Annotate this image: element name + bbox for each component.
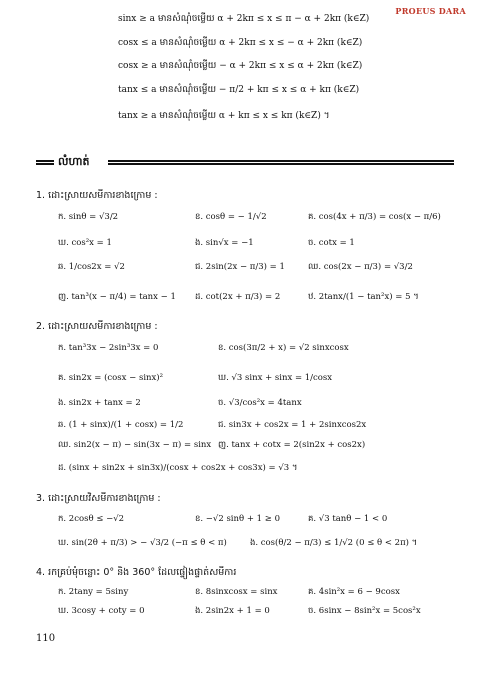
question-1-title: 1. ដោះស្រាយសមីការខាងក្រោម : bbox=[36, 190, 158, 201]
q1-item-f: ច. cotx = 1 bbox=[308, 238, 355, 248]
q2-item-a: ក. tan³3x − 2sin³3x = 0 bbox=[58, 343, 159, 353]
q2-item-f: ច. √3/cos²x = 4tanx bbox=[218, 398, 302, 408]
inequality-cos-ge: cosx ≥ a មានសំណុំចម្លើយ − α + 2kπ ≤ x ≤ α + 2kπ (k∈Z) bbox=[118, 61, 363, 71]
question-4-title: 4. រកគ្រប់មុំចន្លោះ 0° និង 360° ដែលផ្ទៀងផ្ទាត់សមីការ bbox=[36, 567, 237, 578]
section-title: លំហាត់ bbox=[58, 155, 90, 168]
q2-item-i: ឈ. sin2(x − π) − sin(3x − π) = sinx bbox=[58, 440, 212, 450]
exercise-section-header bbox=[36, 156, 454, 170]
inequality-tan-ge: tanx ≥ a មានសំណុំចម្លើយ α + kπ ≤ x ≤ kπ (k∈Z) ។ bbox=[118, 111, 330, 121]
q2-item-h: ជ. sin3x + cos2x = 1 + 2sinxcos2x bbox=[218, 420, 367, 430]
q2-item-k: ដ. (sinx + sin2x + sin3x)/(cosx + cos2x + cos3x) = √3 ។ bbox=[58, 463, 298, 473]
q1-item-j: ញ. tan³(x − π/4) = tanx − 1 bbox=[58, 292, 176, 302]
q4-item-d: ឃ. 3cosy + coty = 0 bbox=[58, 606, 145, 616]
q1-item-d: ឃ. cos²x = 1 bbox=[58, 238, 112, 248]
q1-item-i: ឈ. cos(2x − π/3) = √3/2 bbox=[308, 262, 413, 272]
q2-item-e: ង. sin2x + tanx = 2 bbox=[58, 398, 141, 408]
section-rule-left bbox=[36, 160, 54, 165]
q1-item-a: ក. sinθ = √3/2 bbox=[58, 212, 119, 222]
q1-item-l: ឋ. 2tanx/(1 − tan²x) = 5 ។ bbox=[308, 292, 419, 302]
q1-item-h: ជ. 2sin(2x − π/3) = 1 bbox=[195, 262, 285, 272]
question-2-title: 2. ដោះស្រាយសមីការខាងក្រោម : bbox=[36, 321, 158, 332]
q3-item-e: ង. cos(θ/2 − π/3) ≤ 1/√2 (0 ≤ θ < 2π) ។ bbox=[250, 538, 418, 548]
q1-item-k: ដ. cot(2x + π/3) = 2 bbox=[195, 292, 281, 302]
q4-item-b: ខ. 8sinxcosx = sinx bbox=[195, 587, 278, 597]
inequality-sin-ge: sinx ≥ a មានសំណុំចម្លើយ α + 2kπ ≤ x ≤ π − α + 2kπ (k∈Z) bbox=[118, 14, 370, 24]
q2-item-d: ឃ. √3 sinx + sinx = 1/cosx bbox=[218, 373, 333, 383]
q2-item-g: ឆ. (1 + sinx)/(1 + cosx) = 1/2 bbox=[58, 420, 184, 430]
q3-item-c: គ. √3 tanθ − 1 < 0 bbox=[308, 514, 388, 524]
q2-item-j: ញ. tanx + cotx = 2(sin2x + cos2x) bbox=[218, 440, 366, 450]
inequality-tan-le: tanx ≤ a មានសំណុំចម្លើយ − π/2 + kπ ≤ x ≤ α + kπ (k∈Z) bbox=[118, 85, 360, 95]
q4-item-f: ច. 6sinx − 8sin²x = 5cos²x bbox=[308, 606, 421, 616]
section-rule-right bbox=[108, 160, 454, 165]
q1-item-e: ង. sin√x = −1 bbox=[195, 238, 254, 248]
q2-item-c: គ. sin2x = (cosx − sinx)² bbox=[58, 373, 164, 383]
author-header: PROEUS DARA bbox=[395, 6, 466, 16]
q4-item-a: ក. 2tany = 5siny bbox=[58, 587, 129, 597]
q1-item-g: ឆ. 1/cos2x = √2 bbox=[58, 262, 125, 272]
q3-item-b: ខ. −√2 sinθ + 1 ≥ 0 bbox=[195, 514, 280, 524]
q1-item-b: ខ. cosθ = − 1/√2 bbox=[195, 212, 267, 222]
q2-item-b: ខ. cos(3π/2 + x) = √2 sinxcosx bbox=[218, 343, 349, 353]
q3-item-d: ឃ. sin(2θ + π/3) > − √3/2 (−π ≤ θ < π) bbox=[58, 538, 227, 548]
q4-item-e: ង. 2sin2x + 1 = 0 bbox=[195, 606, 270, 616]
inequality-cos-le: cosx ≤ a មានសំណុំចម្លើយ α + 2kπ ≤ x ≤ − α + 2kπ (k∈Z) bbox=[118, 38, 363, 48]
q4-item-c: គ. 4sin²x = 6 − 9cosx bbox=[308, 587, 400, 597]
q1-item-c: គ. cos(4x + π/3) = cos(x − π/6) bbox=[308, 212, 441, 222]
page-number: 110 bbox=[36, 633, 56, 644]
q3-item-a: ក. 2cosθ ≤ −√2 bbox=[58, 514, 125, 524]
question-3-title: 3. ដោះស្រាយវិសមីការខាងក្រោម : bbox=[36, 493, 161, 504]
